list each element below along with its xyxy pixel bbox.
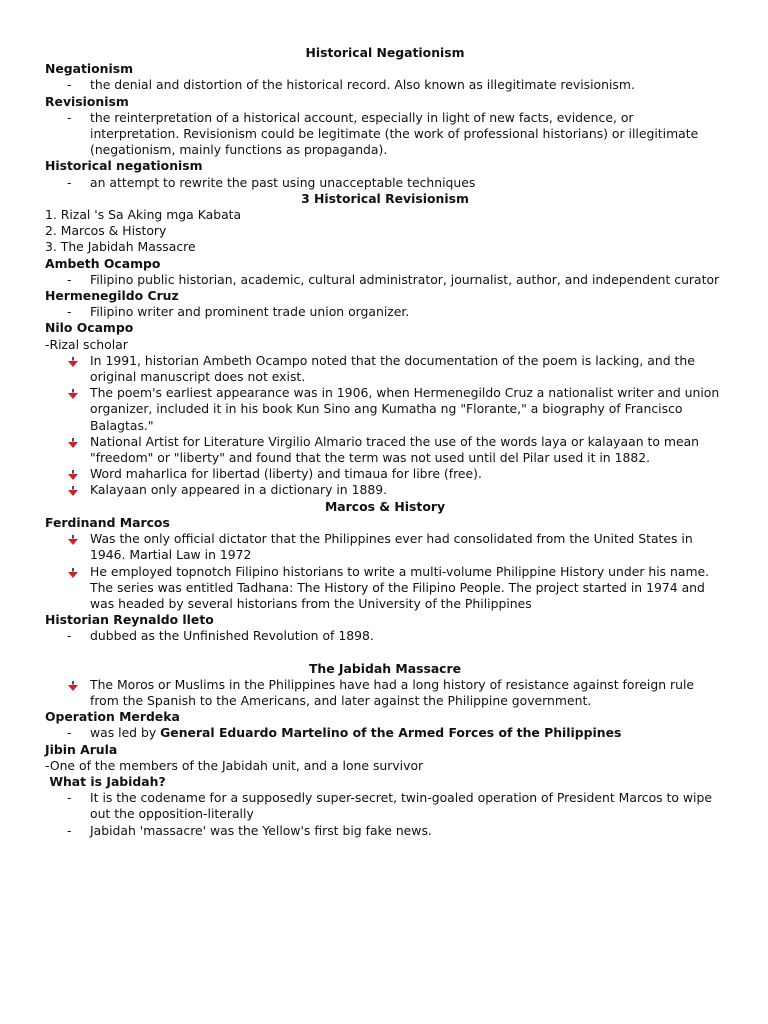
arrow-bullet-icon (68, 681, 78, 691)
list-item: - Filipino public historian, academic, cultural administrator, journalist, author, and independent curator (67, 271, 720, 287)
list-item: National Artist for Literature Virgilio Almario traced the use of the words laya or kalayaan to mean "freedom" or "liberty" and found that the term was not used until del Pilar used it in 1882. (45, 434, 725, 466)
ambeth-list (45, 272, 725, 288)
dash-marker: - (67, 822, 72, 838)
numbered-item: 1. Rizal 's Sa Aking mga Kabata (45, 207, 242, 223)
term-revisionism: Revisionism (45, 93, 129, 109)
numbered-item: 3. The Jabidah Massacre (45, 239, 196, 255)
list-item: - was led by General Eduardo Martelino of the Armed Forces of the Philippines (67, 725, 622, 741)
list-item: Word maharlica for libertad (liberty) and timaua for libre (free). (45, 466, 725, 482)
jabidah-bullets (45, 677, 725, 709)
list-item: - Filipino writer and prominent trade union organizer. (67, 304, 410, 320)
list-item: - the reinterpretation of a historical account, especially in light of new facts, evidence, or interpretation. Revisionism could be legitimate (the work of professional historians) or illegitimate (negationism, mainly functions as propaganda). (67, 109, 699, 158)
dash-marker: - (67, 725, 72, 741)
list-item: The Moros or Muslims in the Philippines have had a long history of resistance against foreign rule from the Spanish to the Americans, and later against the Philippine government. (45, 677, 725, 709)
list-item: - It is the codename for a supposedly super-secret, twin-goaled operation of President Marcos to wipe out the opposition-literally (67, 790, 712, 822)
arrow-bullet-icon (68, 389, 78, 399)
term-historical-negationism: Historical negationism (45, 158, 203, 174)
nilo-description: -Rizal scholar (45, 336, 128, 352)
rizal-bullets (45, 353, 725, 499)
revisionism-list (45, 110, 725, 159)
term-ambeth-ocampo: Ambeth Ocampo (45, 255, 161, 271)
list-item: Kalayaan only appeared in a dictionary in 1889. (45, 482, 725, 498)
arrow-bullet-icon (68, 438, 78, 448)
dash-marker: - (67, 304, 72, 320)
list-item: In 1991, historian Ambeth Ocampo noted that the documentation of the poem is lacking, and the original manuscript does not exist. (45, 353, 725, 385)
dash-marker: - (67, 271, 72, 287)
dash-marker: - (67, 109, 72, 125)
historical-negationism-list (45, 175, 725, 191)
list-item: - Jabidah 'massacre' was the Yellow's first big fake news. (67, 822, 432, 838)
list-item: - dubbed as the Unfinished Revolution of 1898. (67, 628, 374, 644)
jibin-description: -One of the members of the Jabidah unit, and a lone survivor (45, 757, 424, 773)
list-item: - the denial and distortion of the historical record. Also known as illegitimate revisionism. (67, 77, 635, 93)
term-operation-merdeka: Operation Merdeka (45, 709, 180, 725)
term-jibin-arula: Jibin Arula (45, 741, 118, 757)
term-nilo-ocampo: Nilo Ocampo (45, 320, 134, 336)
term-hermenegildo-cruz: Hermenegildo Cruz (45, 288, 179, 304)
document-content (45, 45, 725, 839)
dash-marker: - (67, 174, 72, 190)
section-title-jabidah: The Jabidah Massacre (308, 660, 462, 676)
term-ferdinand-marcos: Ferdinand Marcos (45, 514, 170, 530)
dash-marker: - (67, 628, 72, 644)
list-item: The poem's earliest appearance was in 1906, when Hermenegildo Cruz a nationalist writer and union organizer, included it in his book Kun Sino ang Kumatha ng "Florante," a biography of Francisco Balagtas." (45, 385, 725, 434)
blank-line (45, 645, 725, 661)
arrow-bullet-icon (68, 535, 78, 545)
list-item: He employed topnotch Filipino historians to write a multi-volume Philippine History under his name. The series was entitled Tadhana: The History of the Filipino People. The project started in 1974 and was headed by several historians from the University of the Philippines (45, 564, 725, 613)
arrow-bullet-icon (68, 357, 78, 367)
arrow-bullet-icon (68, 470, 78, 480)
section-title-revisionism: 3 Historical Revisionism (301, 190, 469, 206)
hermenegildo-list (45, 304, 725, 320)
section-title-marcos: Marcos & History (324, 498, 446, 514)
term-negationism: Negationism (45, 61, 134, 77)
list-item: - an attempt to rewrite the past using unacceptable techniques (67, 174, 476, 190)
reynaldo-list (45, 628, 725, 644)
term-what-is-jabidah: What is Jabidah? (45, 773, 166, 789)
arrow-bullet-icon (68, 568, 78, 578)
page-title: Historical Negationism (305, 45, 465, 60)
term-reynaldo-ileto: Historian Reynaldo lleto (45, 612, 214, 628)
marcos-bullets (45, 531, 725, 612)
dash-marker: - (67, 77, 72, 93)
merdeka-leader: General Eduardo Martelino of the Armed Forces of the Philippines (160, 725, 622, 741)
arrow-bullet-icon (68, 486, 78, 496)
numbered-item: 2. Marcos & History (45, 223, 167, 239)
merdeka-list (45, 725, 725, 741)
what-is-jabidah-list (45, 790, 725, 839)
dash-marker: - (67, 790, 72, 806)
list-item: Was the only official dictator that the Philippines ever had consolidated from the United States in 1946. Martial Law in 1972 (45, 531, 725, 563)
negationism-list (45, 77, 725, 93)
